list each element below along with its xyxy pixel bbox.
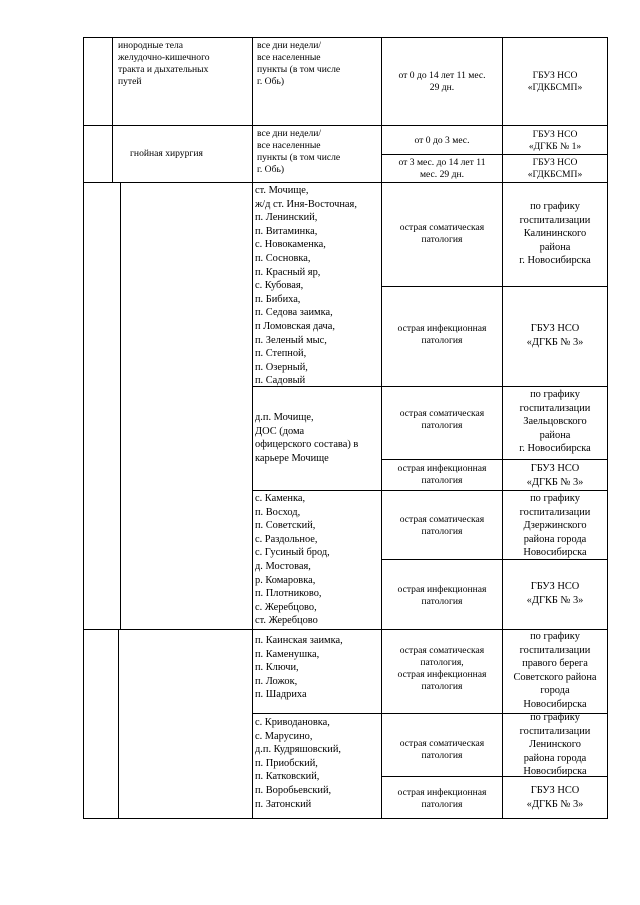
- row5-places: с. Каменка, п. Восход, п. Советский, с. Раздольное, с. Гусиный брод, д. Мостовая, р. Комаровка, п. Плотниково, с. Жеребцово, ст. Жеребцово: [255, 493, 330, 627]
- row6-pathology: острая соматическая патология, острая инфекционная патология: [397, 645, 487, 692]
- row4-places: д.п. Мочище, ДОС (дома офицерского состава) в карьере Мочище: [255, 412, 359, 464]
- row4-facility-a: по графику госпитализации Заельцовского района г. Новосибирска: [519, 389, 591, 455]
- row3-facility-b: ГБУЗ НСО «ДГКБ № 3»: [526, 323, 584, 348]
- row2-facility-a: ГБУЗ НСО «ДГКБ № 1»: [528, 129, 582, 152]
- row2-age-b: от 3 мес. до 14 лет 11 мес. 29 дн.: [398, 157, 486, 180]
- row6-places: п. Каинская заимка, п. Каменушка, п. Ключи, п. Ложок, п. Шадриха: [255, 635, 343, 701]
- row7-pathology-b: острая инфекционная патология: [397, 787, 487, 810]
- row2-age-a: от 0 до 3 мес.: [414, 135, 470, 146]
- row4-facility-b: ГБУЗ НСО «ДГКБ № 3»: [526, 463, 584, 488]
- row3-pathology-a: острая соматическая патология: [399, 222, 485, 245]
- row3-places: ст. Мочище, ж/д ст. Иня-Восточная, п. Ленинский, п. Витаминка, с. Новокаменка, п. Сосновка, п. Красный яр, с. Кубовая, п. Бибиха, п. Седова заимка, п Ломовская дача, п. Зеленый мыс, п. Степной, п. Озерный, п. Садовый: [255, 185, 357, 387]
- row4-pathology-b: острая инфекционная патология: [397, 463, 487, 486]
- row7-pathology-a: острая соматическая патология: [399, 738, 485, 761]
- row1-schedule: все дни недели/ все населенные пункты (в том числе г. Обь): [257, 40, 341, 87]
- row5-pathology-b: острая инфекционная патология: [397, 584, 487, 607]
- row5-facility-a: по графику госпитализации Дзержинского района города Новосибирска: [519, 493, 591, 559]
- row3-pathology-b: острая инфекционная патология: [397, 323, 487, 346]
- row5-facility-b: ГБУЗ НСО «ДГКБ № 3»: [526, 581, 584, 606]
- row2-facility-b: ГБУЗ НСО «ГДКБСМП»: [527, 157, 583, 180]
- row1-age: от 0 до 14 лет 11 мес. 29 дн.: [398, 70, 486, 93]
- row1-topic: инородные тела желудочно-кишечного тракта и дыхательных путей: [118, 40, 210, 87]
- row3-facility-a: по графику госпитализации Калининского района г. Новосибирска: [519, 201, 591, 267]
- row7-places: с. Криводановка, с. Марусино, д.п. Кудряшовский, п. Приобский, п. Катковский, п. Воробьевский, п. Затонский: [255, 717, 342, 810]
- row7-facility-a: по графику госпитализации Ленинского района города Новосибирска: [519, 712, 591, 778]
- row7-facility-b: ГБУЗ НСО «ДГКБ № 3»: [526, 785, 584, 810]
- row2-schedule: все дни недели/ все населенные пункты (в том числе г. Обь): [257, 128, 341, 175]
- row6-facility: по графику госпитализации правого берега Советского района города Новосибирска: [513, 631, 597, 710]
- row5-pathology-a: острая соматическая патология: [399, 514, 485, 537]
- row4-pathology-a: острая соматическая патология: [399, 408, 485, 431]
- row1-facility: ГБУЗ НСО «ГДКБСМП»: [527, 70, 583, 93]
- row2-topic: гнойная хирургия: [130, 148, 203, 159]
